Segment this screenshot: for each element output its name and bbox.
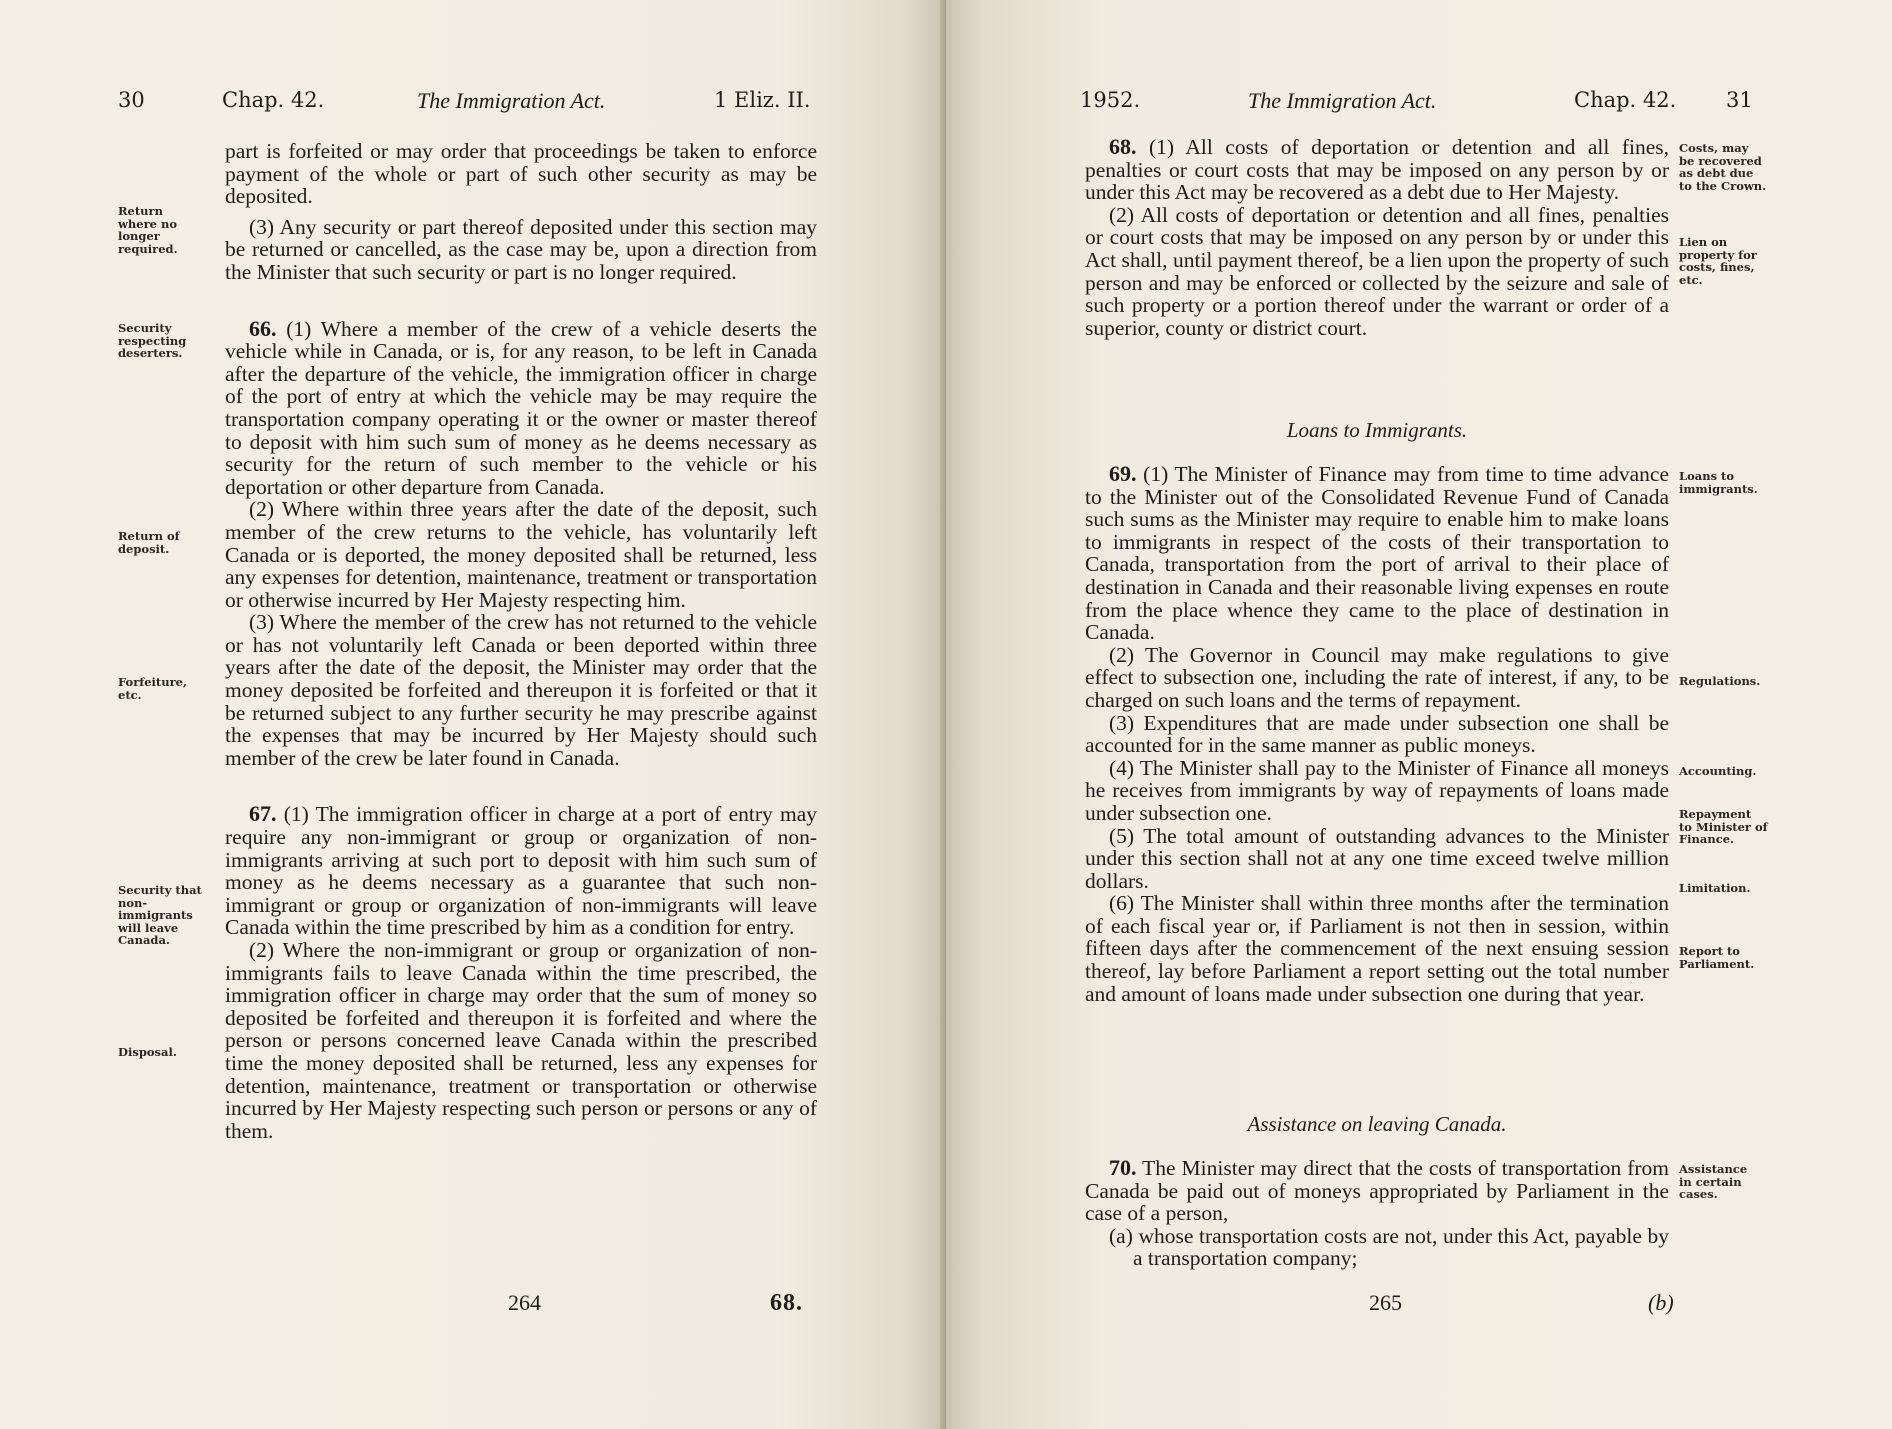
right-body-text-68 <box>1085 136 1669 339</box>
running-head-title: The Immigration Act. <box>417 88 606 113</box>
left-body-text <box>225 140 817 1142</box>
heading-loans-to-immigrants: Loans to Immigrants. <box>1286 418 1468 442</box>
section-68: 68. (1) All costs of deportation or detention and all fines, penalties or court costs that may be imposed on any person by or under this Act may be recovered as a debt due to Her Majesty. <box>1085 134 1670 205</box>
margin-note-loans: Loans to immigrants. <box>1679 469 1758 496</box>
section-67: 67. (1) The immigration officer in charge at a port of entry may require any non-immigrant or group or organization of non-immigrants arriving at such port to deposit with him such sum of money as he deems necessary as a guarantee that such non-immigrant or group or organization of non-immigrants will leave Canada within the time prescribed by him as a condition for entry. <box>225 801 817 940</box>
running-head-chapter: Chap. 42. <box>222 88 325 112</box>
catchword-right: (b) <box>1648 1290 1674 1315</box>
margin-note-accounting: Accounting. <box>1679 764 1757 778</box>
catchword-left: 68. <box>770 1290 803 1316</box>
margin-note-report: Report to Parliament. <box>1679 944 1755 971</box>
paragraph: (5) The total amount of outstanding advances to the Minister under this section shall not at any one time exceed twelve million dollars. <box>1085 823 1669 893</box>
section-number: 70. <box>1109 1155 1137 1180</box>
running-head-year: 1952. <box>1080 88 1141 112</box>
margin-note-costs: Costs, may be recovered as debt due to the Crown. <box>1679 141 1767 193</box>
paragraph: part is forfeited or may order that proceedings be taken to enforce payment of the whole or part of such other security as may be deposited. <box>225 139 817 209</box>
margin-note-lien: Lien on property for costs, fines, etc. <box>1679 235 1757 287</box>
margin-note-return: Return where no longer required. <box>118 204 178 256</box>
paragraph: (2) Where within three years after the date of the deposit, such member of the crew returns to the vehicle, has voluntarily left Canada or is deported, the money deposited shall be returned, less any expenses for detention, maintenance, treatment or transportation or otherwise incurred by Her Majesty respecting him. <box>225 497 817 612</box>
paragraph: (3) Expenditures that are made under subsection one shall be accounted for in the same manner as public moneys. <box>1085 710 1669 758</box>
section-66: 66. (1) Where a member of the crew of a vehicle deserts the vehicle while in Canada, or is, for any reason, to be left in Canada after the departure of the vehicle, the immigration officer in charge of the port of entry at which the vehicle may be may require the transportation company operating it or the owner or master thereof to deposit with him such sum of money as he deems necessary as security for the return of such member to the vehicle or his deportation or other departure from Canada. <box>225 315 817 499</box>
section-69: 69. (1) The Minister of Finance may from time to time advance to the Minister out of the Consolidated Revenue Fund of Canada such sums as the Minister may require to enable him to make loans to immigrants in respect of the costs of their transportation to Canada, transportation from the port of arrival to their place of destination in Canada and their reasonable living expenses en route from the place whence they came to the place of destination in Canada. <box>1085 461 1670 645</box>
heading-assistance-on-leaving: Assistance on leaving Canada. <box>1247 1112 1507 1136</box>
running-head-chapter: Chap. 42. <box>1574 88 1677 112</box>
margin-note-forfeiture: Forfeiture, etc. <box>118 675 187 702</box>
folio-left: 264 <box>508 1290 541 1315</box>
folio-right: 265 <box>1369 1290 1402 1315</box>
margin-note-repayment: Repayment to Minister of Finance. <box>1679 807 1768 846</box>
right-page <box>946 0 1892 1429</box>
margin-note-security-deserters: Security respecting deserters. <box>118 321 187 360</box>
margin-note-assistance: Assistance in certain cases. <box>1679 1162 1748 1201</box>
running-head-regnal-year: 1 Eliz. II. <box>714 88 811 112</box>
section-number: 66. <box>249 315 277 341</box>
margin-note-regulations: Regulations. <box>1679 674 1761 688</box>
paragraph: (4) The Minister shall pay to the Minister of Finance all moneys he receives from immigrants by way of repayments of loans made under subsection one. <box>1085 755 1669 825</box>
right-body-text-69 <box>1085 463 1669 1005</box>
paragraph-a: (a) whose transportation costs are not, under this Act, payable by a transportation company; <box>1109 1223 1669 1271</box>
page-number-right: 31 <box>1726 88 1753 112</box>
paragraph: (2) All costs of deportation or detention and all fines, penalties or court costs that may be imposed on any person by or under this Act shall, until payment thereof, be a lien upon the property of such person and may be enforced or collected by the seizure and sale of such property or a portion thereof under the warrant or order of a superior, county or district court. <box>1085 202 1669 340</box>
section-number: 69. <box>1109 461 1137 486</box>
running-head-title: The Immigration Act. <box>1248 88 1437 113</box>
page-number-left: 30 <box>118 88 145 112</box>
paragraph: (3) Any security or part thereof deposited under this section may be returned or cancelled, as the case may be, upon a direction from the Minister that such security or part is no longer required. <box>225 214 817 284</box>
margin-note-limitation: Limitation. <box>1679 881 1751 895</box>
paragraph: (6) The Minister shall within three months after the termination of each fiscal year or, if Parliament is not then in session, within fifteen days after the commencement of the next ensuing session thereof, lay before Parliament a report setting out the total number and amount of loans made under subsection one during that year. <box>1085 891 1669 1006</box>
margin-note-disposal: Disposal. <box>118 1045 177 1059</box>
paragraph: (2) Where the non-immigrant or group or organization of non-immigrants fails to leave Canada within the time prescribed, the immigration officer in charge may order that the sum of money so deposited be forfeited and thereupon it is forfeited and where the person or persons concerned leave Canada within the prescribed time the money deposited shall be returned, less any expenses for detention, maintenance, treatment or transportation or otherwise incurred by Her Majesty respecting such person or persons or any of them. <box>225 938 817 1143</box>
margin-note-security-nonimmigrants: Security that non- immigrants will leave Canada. <box>118 883 202 947</box>
section-number: 67. <box>249 801 277 827</box>
paragraph: (3) Where the member of the crew has not returned to the vehicle or has not voluntarily left Canada or been deported within three years after the date of the deposit, the Minister may order that the money deposited be forfeited and thereupon it is forfeited or that it be returned subject to any further security he may prescribe against the expenses that may be incurred by Her Majesty should such member of the crew be later found in Canada. <box>225 610 817 770</box>
section-70: 70. The Minister may direct that the costs of transportation from Canada be paid out of moneys appropriated by Parliament in the case of a person, <box>1085 1155 1669 1226</box>
margin-note-return-deposit: Return of deposit. <box>118 529 180 556</box>
section-number: 68. <box>1109 134 1137 159</box>
paragraph: (2) The Governor in Council may make regulations to give effect to subsection one, including the rate of interest, if any, to be charged on such loans and the terms of repayment. <box>1085 642 1669 712</box>
right-body-text-70 <box>1085 1157 1669 1270</box>
